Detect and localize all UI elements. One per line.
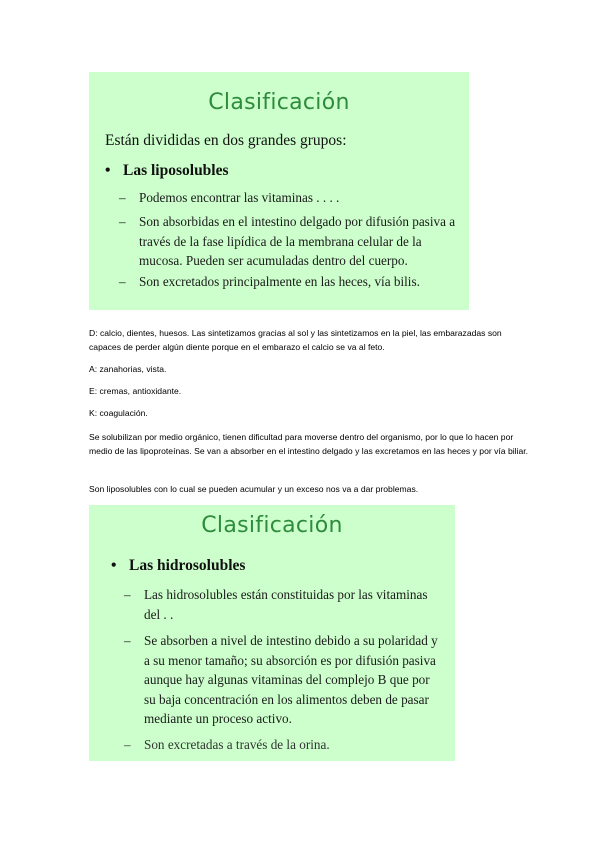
slide-title: Clasificación bbox=[208, 90, 350, 115]
slide-intro: Están divididas en dos grandes grupos: bbox=[105, 132, 347, 149]
slide-liposolubles bbox=[89, 72, 469, 310]
bullet-label: Las hidrosolubles bbox=[129, 557, 246, 574]
list-item: – Son absorbidas en el intestino delgado por difusión pasiva a través de la fase lipídica de la membrana celular de la mucosa. Pueden ser acumuladas dentro del cuerpo. bbox=[119, 214, 456, 268]
bullet-label: Las liposolubles bbox=[123, 162, 229, 179]
list-item: – Son excretados principalmente en las heces, vía bilis. bbox=[119, 274, 420, 289]
note-absorption: Se solubilizan por medio orgánico, tienen dificultad para moverse dentro del organismo, por lo que lo hacen por medio de las lipoproteínas. Se van a absorber en el intestino delgado y las excretamos en las heces y por vía biliar. bbox=[89, 432, 529, 456]
list-item: – Se absorben a nivel de intestino debido a su polaridad y a su menor tamaño; su absorción es por difusión pasiva aunque hay algunas vitaminas del complejo B que por su baja concentración en los alimentos deben de pasar mediante un proceso activo. bbox=[124, 633, 438, 726]
slide-hidrosolubles bbox=[89, 505, 455, 761]
list-item: – Podemos encontrar las vitaminas . . . . bbox=[119, 190, 340, 205]
note-vitamin-a: A: zanahorias, vista. bbox=[89, 364, 167, 374]
list-item: – Son excretadas a través de la orina. bbox=[124, 737, 330, 752]
note-vitamin-e: E: cremas, antioxidante. bbox=[89, 386, 182, 396]
note-vitamin-d: D: calcio, dientes, huesos. Las sintetizamos gracias al sol y las sintetizamos en la piel, las embarazadas son capaces de perder algún diente porque en el embarazo el calcio se va al feto. bbox=[89, 328, 502, 352]
bullet-hidrosolubles bbox=[111, 557, 245, 575]
bullet-dot-icon: • bbox=[105, 162, 111, 179]
note-vitamin-k: K: coagulación. bbox=[89, 408, 148, 418]
slide-title: Clasificación bbox=[201, 513, 343, 538]
bullet-liposolubles bbox=[105, 162, 229, 180]
note-accumulation: Son liposolubles con lo cual se pueden acumular y un exceso nos va a dar problemas. bbox=[89, 484, 419, 494]
list-item: – Las hidrosolubles están constituidas por las vitaminas del . . bbox=[124, 587, 428, 622]
bullet-dot-icon: • bbox=[111, 557, 117, 574]
